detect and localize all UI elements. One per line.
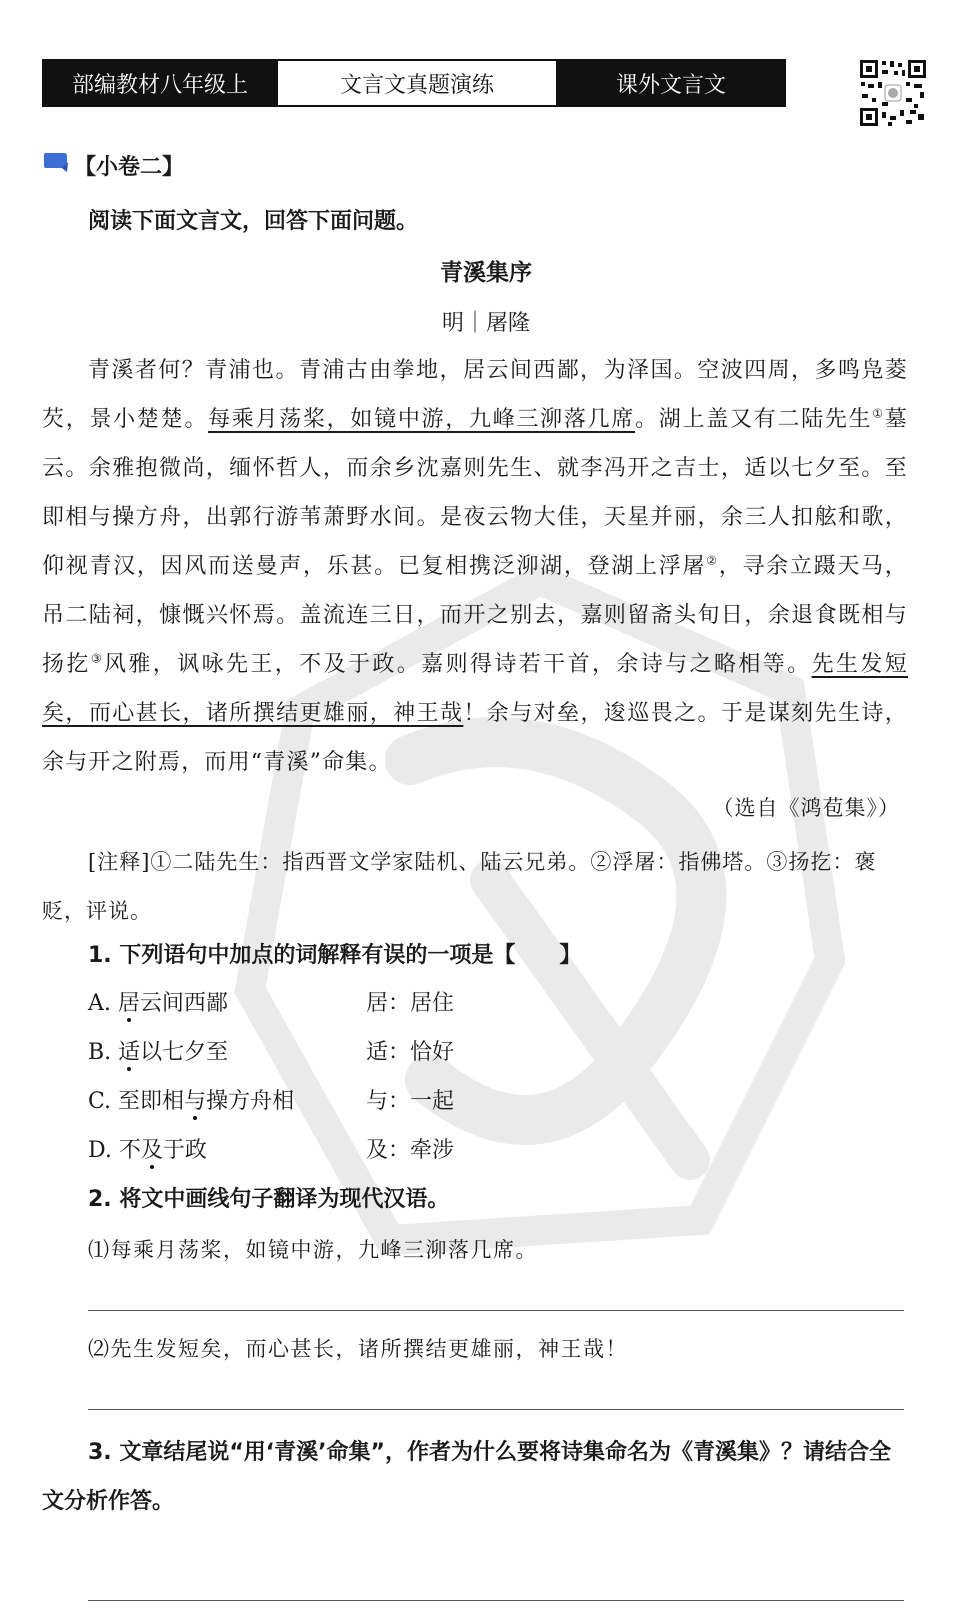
- option-prefix: C. 至即相: [88, 1089, 185, 1114]
- note-marker: ②: [706, 553, 719, 568]
- dotted-character: 居: [117, 991, 140, 1016]
- qr-code-icon[interactable]: [858, 58, 928, 128]
- passage-text: 风雅，讽咏先王，不及于政。嘉则得诗若干首，余诗与之略相等。: [103, 652, 812, 677]
- option-text: 操方舟相: [206, 1089, 295, 1114]
- option-gloss: 与：一起: [366, 1089, 455, 1114]
- bookmark-icon: [42, 152, 70, 176]
- header-bar: [42, 59, 786, 107]
- option-text: 于政: [162, 1138, 207, 1163]
- passage-text: 。湖上盖又有二陆先生: [635, 407, 873, 432]
- option-gloss: 居：居住: [366, 991, 455, 1016]
- header-category: 课外文言文: [558, 61, 784, 105]
- passage-body: [42, 346, 908, 787]
- question-3: [42, 1428, 912, 1526]
- annotation-text: [注释]①二陆先生：指西晋文学家陆机、陆云兄弟。②浮屠：指佛塔。③扬扢：褒贬，评说。: [42, 850, 877, 923]
- answer-line-1[interactable]: [88, 1310, 904, 1311]
- option-prefix: D. 不: [88, 1138, 141, 1163]
- note-marker: ①: [872, 406, 885, 421]
- question-2-sub-1: ⑴每乘月荡桨，如镜中游，九峰三泖落几席。: [88, 1238, 538, 1262]
- answer-line-2[interactable]: [88, 1409, 904, 1410]
- answer-line-3[interactable]: [88, 1600, 904, 1601]
- option-d[interactable]: [88, 1133, 455, 1164]
- passage-text: ，寻余立蹑天马，吊二陆祠，慷慨兴怀焉。盖流连三日，而开之别去，嘉则留斋头旬日，余退食既相与扬扢: [42, 554, 908, 677]
- passage-author: 明｜屠隆: [441, 311, 530, 336]
- question-1-stem: 1. 下列语句中加点的词解释有误的一项是【 】: [88, 943, 582, 968]
- instruction: 阅读下面文言文，回答下面问题。: [88, 209, 419, 234]
- annotations: [42, 838, 908, 936]
- passage-text: 青溪者何？青浦也。青浦古由拳地，居云间西鄙，为泽国。空波四周，多鸣凫菱芡，景小楚楚。: [42, 358, 908, 432]
- option-gloss: 及：牵涉: [366, 1138, 455, 1163]
- option-prefix: B.: [88, 1040, 119, 1065]
- passage-text: ！余与对垒，逡巡畏之。于是谋刻先生诗，余与开之附焉，而用“青溪”命集。: [42, 701, 908, 775]
- option-text: 云间西鄙: [139, 991, 228, 1016]
- passage-text: 墓云。余雅抱微尚，缅怀哲人，而余乡沈嘉则先生、就李冯开之吉士，适以七夕至。至即相与操方舟，出郭行游苇萧野水间。是夜云物大佳，天星并丽，余三人扣舷和歌，仰视青汉，因风而送曼声，乐甚。已复相携泛泖湖，登湖上浮屠: [42, 407, 908, 579]
- option-text: 以七夕至: [140, 1040, 229, 1065]
- underlined-sentence-1: 每乘月荡桨，如镜中游，九峰三泖落几席: [208, 407, 636, 432]
- option-a[interactable]: [88, 986, 455, 1017]
- option-gloss: 适：恰好: [366, 1040, 455, 1065]
- note-marker: ③: [90, 651, 104, 666]
- option-b[interactable]: [88, 1035, 455, 1066]
- dotted-character: 及: [140, 1138, 163, 1163]
- header-grade: 部编教材八年级上: [44, 61, 276, 105]
- passage-source: （选自《鸿苞集》）: [712, 796, 900, 820]
- option-c[interactable]: [88, 1084, 455, 1115]
- question-2-stem: 2. 将文中画线句子翻译为现代汉语。: [88, 1187, 450, 1212]
- underlined-sentence-2: 先生发短矣，而心甚长，诸所撰结更雄丽，神王哉: [42, 652, 908, 726]
- dotted-character: 适: [118, 1040, 141, 1065]
- question-3-stem: 3. 文章结尾说“用‘青溪’命集”，作者为什么要将诗集命名为《青溪集》？请结合全文分析作答。: [42, 1440, 891, 1514]
- dotted-character: 与: [184, 1089, 207, 1114]
- section-title: 【小卷二】: [74, 155, 185, 180]
- question-2-sub-2: ⑵先生发短矣，而心甚长，诸所撰结更雄丽，神王哉！: [88, 1337, 628, 1361]
- option-prefix: A.: [88, 991, 118, 1016]
- header-title: 文言文真题演练: [276, 61, 558, 105]
- passage-title: 青溪集序: [440, 260, 532, 286]
